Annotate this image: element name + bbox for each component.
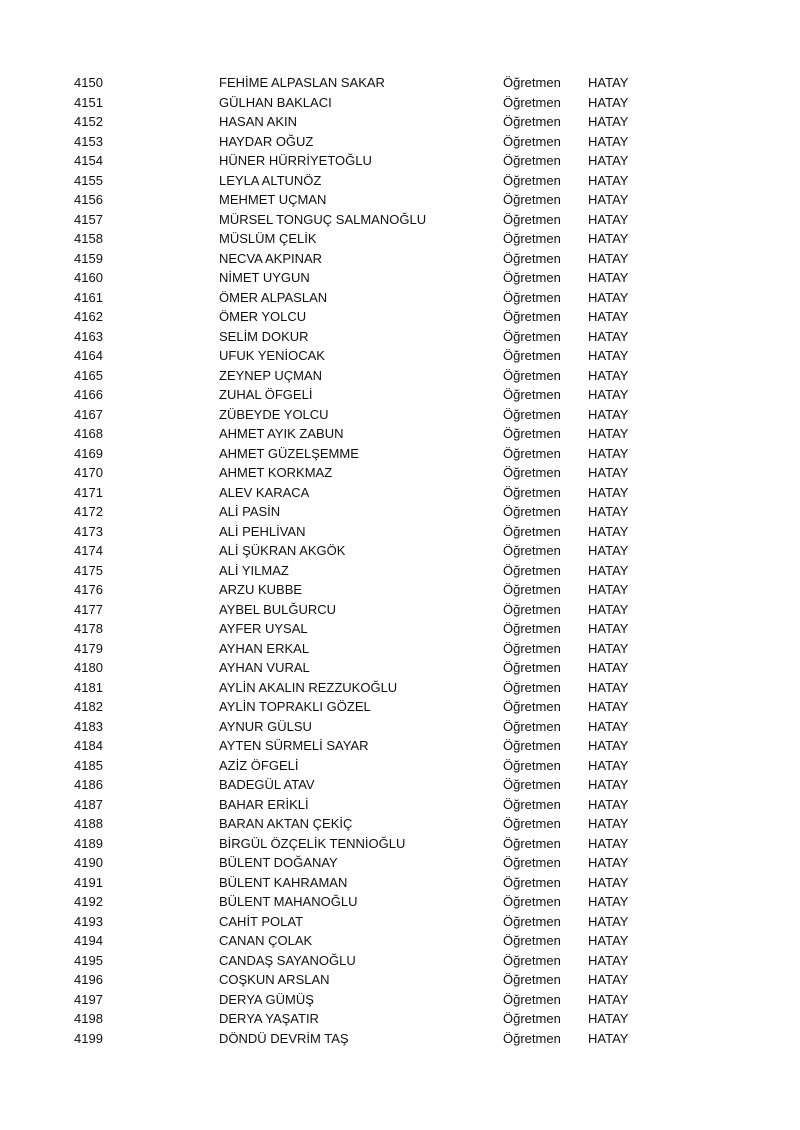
table-row bbox=[0, 697, 800, 717]
person-name: ZUHAL ÖFGELİ bbox=[219, 387, 313, 402]
city-name: HATAY bbox=[588, 1011, 629, 1026]
row-number: 4190 bbox=[74, 855, 103, 870]
city-name: HATAY bbox=[588, 133, 629, 149]
row-number: 4192 bbox=[74, 894, 103, 909]
table-row bbox=[0, 951, 800, 971]
person-name: AYHAN ERKAL bbox=[219, 640, 310, 656]
job-title: Öğretmen bbox=[503, 523, 561, 539]
person-name: NİMET UYGUN bbox=[219, 270, 310, 285]
row-number: 4196 bbox=[74, 972, 103, 987]
person-name: AZİZ ÖFGELİ bbox=[219, 757, 299, 773]
job-title: Öğretmen bbox=[503, 952, 561, 968]
job-title: Öğretmen bbox=[503, 172, 561, 188]
city-name: HATAY bbox=[588, 660, 629, 675]
row-number: 4167 bbox=[74, 406, 103, 422]
city-name: HATAY bbox=[588, 328, 629, 344]
job-title: Öğretmen bbox=[503, 504, 561, 519]
row-number: 4180 bbox=[74, 660, 103, 675]
table-row bbox=[0, 600, 800, 620]
row-number: 4199 bbox=[74, 1030, 103, 1046]
job-title: Öğretmen bbox=[503, 426, 561, 441]
row-number: 4179 bbox=[74, 640, 103, 656]
job-title: Öğretmen bbox=[503, 348, 561, 363]
table-row bbox=[0, 483, 800, 503]
job-title: Öğretmen bbox=[503, 796, 561, 812]
job-title: Öğretmen bbox=[503, 465, 561, 480]
row-number: 4186 bbox=[74, 777, 103, 792]
table-row bbox=[0, 912, 800, 932]
person-name: AYHAN VURAL bbox=[219, 660, 310, 675]
city-name: HATAY bbox=[588, 192, 629, 207]
row-number: 4174 bbox=[74, 543, 103, 558]
row-number: 4163 bbox=[74, 328, 103, 344]
city-name: HATAY bbox=[588, 777, 629, 792]
person-name: CANDAŞ SAYANOĞLU bbox=[219, 952, 356, 968]
city-name: HATAY bbox=[588, 640, 629, 656]
table-row bbox=[0, 873, 800, 893]
row-number: 4171 bbox=[74, 484, 103, 500]
job-title: Öğretmen bbox=[503, 114, 561, 129]
person-name: LEYLA ALTUNÖZ bbox=[219, 172, 322, 188]
row-number: 4154 bbox=[74, 153, 103, 168]
person-name: AYNUR GÜLSU bbox=[219, 718, 312, 734]
person-name: AYLİN AKALIN REZZUKOĞLU bbox=[219, 679, 398, 695]
row-number: 4188 bbox=[74, 816, 103, 831]
table-row bbox=[0, 405, 800, 425]
city-name: HATAY bbox=[588, 426, 629, 441]
row-number: 4155 bbox=[74, 172, 103, 188]
job-title: Öğretmen bbox=[503, 211, 561, 227]
person-name: AHMET KORKMAZ bbox=[219, 465, 333, 480]
job-title: Öğretmen bbox=[503, 640, 561, 656]
job-title: Öğretmen bbox=[503, 718, 561, 734]
city-name: HATAY bbox=[588, 991, 629, 1007]
table-row bbox=[0, 385, 800, 405]
table-row bbox=[0, 151, 800, 171]
row-number: 4176 bbox=[74, 582, 103, 597]
table-row bbox=[0, 112, 800, 132]
row-number: 4169 bbox=[74, 445, 103, 461]
job-title: Öğretmen bbox=[503, 679, 561, 695]
table-row bbox=[0, 327, 800, 347]
table-row bbox=[0, 931, 800, 951]
city-name: HATAY bbox=[588, 387, 629, 402]
person-name: ALİ PEHLİVAN bbox=[219, 523, 306, 539]
person-name: AYLİN TOPRAKLI GÖZEL bbox=[219, 699, 371, 714]
city-name: HATAY bbox=[588, 562, 629, 578]
row-number: 4165 bbox=[74, 367, 103, 383]
job-title: Öğretmen bbox=[503, 562, 561, 578]
row-number: 4153 bbox=[74, 133, 103, 149]
table-row bbox=[0, 639, 800, 659]
table-row bbox=[0, 268, 800, 288]
row-number: 4183 bbox=[74, 718, 103, 734]
city-name: HATAY bbox=[588, 601, 629, 617]
row-number: 4195 bbox=[74, 952, 103, 968]
job-title: Öğretmen bbox=[503, 1011, 561, 1026]
row-number: 4164 bbox=[74, 348, 103, 363]
table-row bbox=[0, 717, 800, 737]
table-row bbox=[0, 1029, 800, 1049]
city-name: HATAY bbox=[588, 445, 629, 461]
person-name: MÜSLÜM ÇELİK bbox=[219, 231, 317, 246]
table-row bbox=[0, 210, 800, 230]
job-title: Öğretmen bbox=[503, 816, 561, 831]
city-name: HATAY bbox=[588, 504, 629, 519]
person-name: BİRGÜL ÖZÇELİK TENNİOĞLU bbox=[219, 835, 406, 851]
job-title: Öğretmen bbox=[503, 660, 561, 675]
job-title: Öğretmen bbox=[503, 543, 561, 558]
table-row bbox=[0, 249, 800, 269]
person-name: SELİM DOKUR bbox=[219, 328, 309, 344]
table-row bbox=[0, 424, 800, 444]
city-name: HATAY bbox=[588, 172, 629, 188]
job-title: Öğretmen bbox=[503, 309, 561, 324]
city-name: HATAY bbox=[588, 952, 629, 968]
person-name: ALİ ŞÜKRAN AKGÖK bbox=[219, 543, 346, 558]
city-name: HATAY bbox=[588, 718, 629, 734]
city-name: HATAY bbox=[588, 231, 629, 246]
table-row bbox=[0, 190, 800, 210]
job-title: Öğretmen bbox=[503, 133, 561, 149]
job-title: Öğretmen bbox=[503, 270, 561, 285]
person-name: DERYA GÜMÜŞ bbox=[219, 991, 314, 1007]
city-name: HATAY bbox=[588, 699, 629, 714]
person-name: MÜRSEL TONGUÇ SALMANOĞLU bbox=[219, 211, 427, 227]
row-number: 4172 bbox=[74, 504, 103, 519]
row-number: 4178 bbox=[74, 621, 103, 636]
person-name: ALİ PASİN bbox=[219, 504, 281, 519]
city-name: HATAY bbox=[588, 738, 629, 753]
person-name: MEHMET UÇMAN bbox=[219, 192, 327, 207]
person-name: DÖNDÜ DEVRİM TAŞ bbox=[219, 1030, 349, 1046]
person-name: HÜNER HÜRRİYETOĞLU bbox=[219, 153, 372, 168]
city-name: HATAY bbox=[588, 621, 629, 636]
job-title: Öğretmen bbox=[503, 231, 561, 246]
row-number: 4177 bbox=[74, 601, 103, 617]
job-title: Öğretmen bbox=[503, 855, 561, 870]
table-row bbox=[0, 853, 800, 873]
city-name: HATAY bbox=[588, 816, 629, 831]
job-title: Öğretmen bbox=[503, 75, 561, 90]
person-name: ALİ YILMAZ bbox=[219, 562, 289, 578]
job-title: Öğretmen bbox=[503, 94, 561, 110]
city-name: HATAY bbox=[588, 406, 629, 422]
person-name: ZEYNEP UÇMAN bbox=[219, 367, 323, 383]
job-title: Öğretmen bbox=[503, 601, 561, 617]
person-name: BADEGÜL ATAV bbox=[219, 777, 315, 792]
row-number: 4185 bbox=[74, 757, 103, 773]
table-row bbox=[0, 93, 800, 113]
table-row bbox=[0, 541, 800, 561]
person-name: AYFER UYSAL bbox=[219, 621, 308, 636]
city-name: HATAY bbox=[588, 523, 629, 539]
city-name: HATAY bbox=[588, 75, 629, 90]
person-name: AHMET AYIK ZABUN bbox=[219, 426, 344, 441]
table-row bbox=[0, 288, 800, 308]
table-row bbox=[0, 522, 800, 542]
table-row bbox=[0, 561, 800, 581]
person-name: GÜLHAN BAKLACI bbox=[219, 94, 332, 110]
person-name: AHMET GÜZELŞEMME bbox=[219, 445, 359, 461]
table-row bbox=[0, 678, 800, 698]
city-name: HATAY bbox=[588, 543, 629, 558]
city-name: HATAY bbox=[588, 582, 629, 597]
job-title: Öğretmen bbox=[503, 484, 561, 500]
row-number: 4184 bbox=[74, 738, 103, 753]
table-row bbox=[0, 444, 800, 464]
row-number: 4160 bbox=[74, 270, 103, 285]
person-name: ARZU KUBBE bbox=[219, 582, 303, 597]
city-name: HATAY bbox=[588, 894, 629, 909]
person-name: ALEV KARACA bbox=[219, 484, 310, 500]
job-title: Öğretmen bbox=[503, 738, 561, 753]
city-name: HATAY bbox=[588, 835, 629, 851]
row-number: 4157 bbox=[74, 211, 103, 227]
table-row bbox=[0, 463, 800, 483]
person-name: NECVA AKPINAR bbox=[219, 250, 323, 266]
job-title: Öğretmen bbox=[503, 153, 561, 168]
city-name: HATAY bbox=[588, 153, 629, 168]
job-title: Öğretmen bbox=[503, 913, 561, 929]
city-name: HATAY bbox=[588, 972, 629, 987]
table-row bbox=[0, 307, 800, 327]
table-row bbox=[0, 970, 800, 990]
row-number: 4189 bbox=[74, 835, 103, 851]
row-number: 4198 bbox=[74, 1011, 103, 1026]
row-number: 4194 bbox=[74, 933, 103, 948]
row-number: 4156 bbox=[74, 192, 103, 207]
table-row bbox=[0, 756, 800, 776]
person-name: AYBEL BULĞURCU bbox=[219, 601, 337, 617]
table-row bbox=[0, 892, 800, 912]
city-name: HATAY bbox=[588, 309, 629, 324]
row-number: 4150 bbox=[74, 75, 103, 90]
job-title: Öğretmen bbox=[503, 777, 561, 792]
table-row bbox=[0, 814, 800, 834]
job-title: Öğretmen bbox=[503, 621, 561, 636]
job-title: Öğretmen bbox=[503, 1030, 561, 1046]
city-name: HATAY bbox=[588, 913, 629, 929]
table-row bbox=[0, 171, 800, 191]
job-title: Öğretmen bbox=[503, 582, 561, 597]
person-name: ÖMER ALPASLAN bbox=[219, 289, 328, 305]
row-number: 4159 bbox=[74, 250, 103, 266]
city-name: HATAY bbox=[588, 114, 629, 129]
row-number: 4193 bbox=[74, 913, 103, 929]
person-name: BÜLENT DOĞANAY bbox=[219, 855, 338, 870]
city-name: HATAY bbox=[588, 855, 629, 870]
row-number: 4181 bbox=[74, 679, 103, 695]
job-title: Öğretmen bbox=[503, 835, 561, 851]
job-title: Öğretmen bbox=[503, 192, 561, 207]
table-row bbox=[0, 1009, 800, 1029]
row-number: 4166 bbox=[74, 387, 103, 402]
person-name: DERYA YAŞATIR bbox=[219, 1011, 319, 1026]
job-title: Öğretmen bbox=[503, 972, 561, 987]
table-row bbox=[0, 229, 800, 249]
job-title: Öğretmen bbox=[503, 289, 561, 305]
person-name: HAYDAR OĞUZ bbox=[219, 133, 314, 149]
job-title: Öğretmen bbox=[503, 250, 561, 266]
job-title: Öğretmen bbox=[503, 874, 561, 890]
row-number: 4170 bbox=[74, 465, 103, 480]
table-row bbox=[0, 346, 800, 366]
person-name: BÜLENT MAHANOĞLU bbox=[219, 894, 358, 909]
person-name: AYTEN SÜRMELİ SAYAR bbox=[219, 738, 369, 753]
person-name: COŞKUN ARSLAN bbox=[219, 972, 330, 987]
row-number: 4182 bbox=[74, 699, 103, 714]
table-row bbox=[0, 366, 800, 386]
person-name: HASAN AKIN bbox=[219, 114, 298, 129]
table-row bbox=[0, 795, 800, 815]
row-number: 4191 bbox=[74, 874, 103, 890]
city-name: HATAY bbox=[588, 757, 629, 773]
table-row bbox=[0, 834, 800, 854]
city-name: HATAY bbox=[588, 484, 629, 500]
job-title: Öğretmen bbox=[503, 991, 561, 1007]
row-number: 4152 bbox=[74, 114, 103, 129]
job-title: Öğretmen bbox=[503, 699, 561, 714]
city-name: HATAY bbox=[588, 289, 629, 305]
person-name: FEHİME ALPASLAN SAKAR bbox=[219, 75, 385, 90]
row-number: 4175 bbox=[74, 562, 103, 578]
row-number: 4158 bbox=[74, 231, 103, 246]
row-number: 4162 bbox=[74, 309, 103, 324]
table-row bbox=[0, 658, 800, 678]
city-name: HATAY bbox=[588, 1030, 629, 1046]
person-name: CANAN ÇOLAK bbox=[219, 933, 313, 948]
row-number: 4187 bbox=[74, 796, 103, 812]
city-name: HATAY bbox=[588, 367, 629, 383]
city-name: HATAY bbox=[588, 874, 629, 890]
person-name: UFUK YENİOCAK bbox=[219, 348, 325, 363]
city-name: HATAY bbox=[588, 796, 629, 812]
job-title: Öğretmen bbox=[503, 894, 561, 909]
person-name: ÖMER YOLCU bbox=[219, 309, 307, 324]
table-row bbox=[0, 580, 800, 600]
city-name: HATAY bbox=[588, 211, 629, 227]
person-name: BARAN AKTAN ÇEKİÇ bbox=[219, 816, 353, 831]
city-name: HATAY bbox=[588, 94, 629, 110]
job-title: Öğretmen bbox=[503, 367, 561, 383]
row-number: 4173 bbox=[74, 523, 103, 539]
table-row bbox=[0, 502, 800, 522]
job-title: Öğretmen bbox=[503, 757, 561, 773]
row-number: 4151 bbox=[74, 94, 103, 110]
person-name: BÜLENT KAHRAMAN bbox=[219, 874, 348, 890]
city-name: HATAY bbox=[588, 250, 629, 266]
table-row bbox=[0, 619, 800, 639]
city-name: HATAY bbox=[588, 348, 629, 363]
table-row bbox=[0, 775, 800, 795]
row-number: 4197 bbox=[74, 991, 103, 1007]
table-row bbox=[0, 990, 800, 1010]
job-title: Öğretmen bbox=[503, 445, 561, 461]
row-number: 4168 bbox=[74, 426, 103, 441]
city-name: HATAY bbox=[588, 465, 629, 480]
job-title: Öğretmen bbox=[503, 933, 561, 948]
job-title: Öğretmen bbox=[503, 387, 561, 402]
job-title: Öğretmen bbox=[503, 328, 561, 344]
city-name: HATAY bbox=[588, 933, 629, 948]
row-number: 4161 bbox=[74, 289, 103, 305]
city-name: HATAY bbox=[588, 679, 629, 695]
person-name: ZÜBEYDE YOLCU bbox=[219, 406, 329, 422]
job-title: Öğretmen bbox=[503, 406, 561, 422]
city-name: HATAY bbox=[588, 270, 629, 285]
table-row bbox=[0, 132, 800, 152]
person-name: CAHİT POLAT bbox=[219, 913, 304, 929]
table-row bbox=[0, 736, 800, 756]
person-name: BAHAR ERİKLİ bbox=[219, 796, 309, 812]
table-row bbox=[0, 73, 800, 93]
list-table bbox=[0, 73, 800, 1048]
